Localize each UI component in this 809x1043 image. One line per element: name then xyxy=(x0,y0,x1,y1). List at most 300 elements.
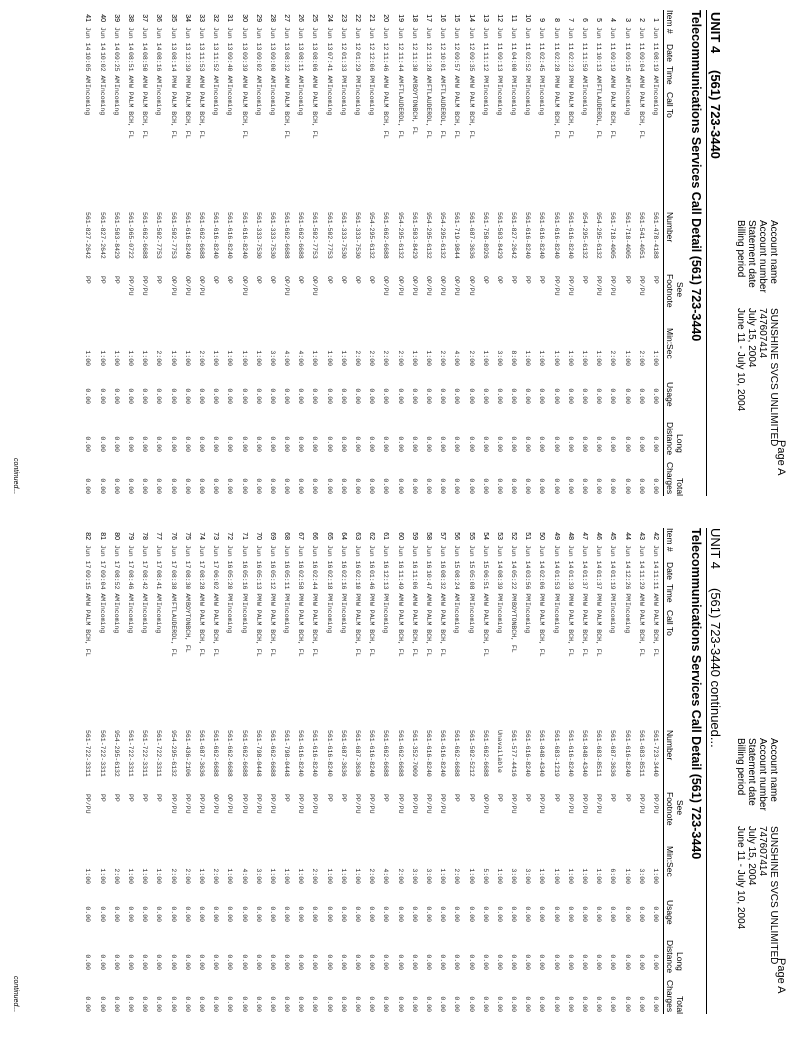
minsec-cell: 5:00 xyxy=(481,868,489,884)
item-cell: 31 xyxy=(226,14,234,22)
minsec-cell: 2:00 xyxy=(169,868,177,884)
call-to-cell: Incoming xyxy=(240,602,248,634)
table-row xyxy=(604,10,618,496)
long-distance-cell: 0.00 xyxy=(226,954,234,970)
usage-cell: 0.00 xyxy=(368,388,376,404)
table-row xyxy=(164,528,178,1014)
footnote-cell: OP/PU xyxy=(396,276,404,296)
number-cell: 561-616-8240 xyxy=(524,730,532,777)
usage-cell: 0.00 xyxy=(453,906,461,922)
date-cell: Jun 14 xyxy=(84,27,92,51)
item-cell: 68 xyxy=(283,532,291,540)
table-row xyxy=(533,10,547,496)
usage-cell: 0.00 xyxy=(155,906,163,922)
long-distance-cell: 0.00 xyxy=(268,954,276,970)
date-cell: Jun 17 xyxy=(98,545,106,569)
number-cell: 561-333-7530 xyxy=(354,212,362,259)
total-charges-cell: 0.00 xyxy=(212,478,220,494)
usage-cell: 0.00 xyxy=(581,388,589,404)
long-distance-cell: 0.00 xyxy=(112,954,120,970)
number-cell: 561-662-6688 xyxy=(396,730,404,777)
table-row xyxy=(434,528,448,1014)
long-distance-cell: 0.00 xyxy=(467,954,475,970)
minsec-cell: 1:00 xyxy=(240,350,248,366)
total-charges-cell: 0.00 xyxy=(127,478,135,494)
table-row xyxy=(363,10,377,496)
long-distance-cell: 0.00 xyxy=(425,436,432,452)
long-distance-cell: 0.00 xyxy=(240,436,248,452)
minsec-cell: 2:00 xyxy=(198,350,205,366)
date-cell: Jun 17 xyxy=(169,545,177,569)
table-row xyxy=(235,528,249,1014)
total-charges-cell: 0.00 xyxy=(339,996,347,1012)
table-row xyxy=(420,528,434,1014)
minsec-cell: 1:00 xyxy=(652,868,659,884)
number-cell: 561-722-3311 xyxy=(98,730,106,777)
total-charges-cell: 0.00 xyxy=(425,996,432,1012)
long-distance-cell: 0.00 xyxy=(453,436,461,452)
footnote-cell: PP/PU xyxy=(354,794,362,814)
item-cell: 80 xyxy=(112,532,120,540)
unit-label: UNIT 4 xyxy=(708,528,723,569)
table-row xyxy=(94,528,108,1014)
item-cell: 76 xyxy=(169,532,177,540)
minsec-cell: 1:00 xyxy=(595,868,603,884)
number-cell: 561-827-2642 xyxy=(84,212,92,259)
time-cell: 04:00 PM xyxy=(510,52,518,84)
long-distance-cell: 0.00 xyxy=(297,436,305,452)
usage-cell: 0.00 xyxy=(495,906,503,922)
call-to-cell: Incoming xyxy=(609,602,617,634)
footnote-cell: PP/PU xyxy=(566,794,574,814)
time-cell: 06:51 AM xyxy=(481,570,489,602)
footnote-cell: PP xyxy=(623,794,631,802)
time-cell: 11:53 AM xyxy=(198,52,205,84)
minsec-cell: 3:00 xyxy=(524,868,532,884)
col-see: See xyxy=(675,800,685,816)
time-cell: 02:58 PM xyxy=(297,570,305,602)
date-cell: Jun 16 xyxy=(339,545,347,569)
call-to-cell: Incoming xyxy=(510,84,518,116)
number-cell: 561-662-6688 xyxy=(141,212,149,259)
footnote-cell: PP xyxy=(382,794,390,802)
call-to-cell: W PALM BCH, FL xyxy=(183,84,191,139)
time-cell: 02:16 PM xyxy=(339,570,347,602)
usage-cell: 0.00 xyxy=(254,388,262,404)
total-charges-cell: 0.00 xyxy=(98,478,106,494)
total-charges-cell: 0.00 xyxy=(368,996,376,1012)
date-cell: Jun 17 xyxy=(112,545,120,569)
time-cell: 07:41 AM xyxy=(325,52,333,84)
footnote-cell: PP/PU xyxy=(368,794,376,814)
total-charges-cell: 0.00 xyxy=(183,478,191,494)
footnote-cell: OP/PU xyxy=(311,276,319,296)
total-charges-cell: 0.00 xyxy=(382,478,390,494)
long-distance-cell: 0.00 xyxy=(283,954,291,970)
table-row xyxy=(122,10,136,496)
table-row xyxy=(576,528,590,1014)
minsec-cell: 3:00 xyxy=(268,350,276,366)
page-label: Page A xyxy=(775,440,787,476)
date-cell: Jun 17 xyxy=(141,545,149,569)
minsec-cell: 8:00 xyxy=(510,350,518,366)
col-minsec: Min:Sec xyxy=(665,328,675,359)
long-distance-cell: 0.00 xyxy=(495,436,503,452)
usage-cell: 0.00 xyxy=(538,906,546,922)
minsec-cell: 1:00 xyxy=(226,350,234,366)
footnote-cell: PP/PU xyxy=(595,794,603,814)
total-charges-cell: 0.00 xyxy=(198,996,205,1012)
table-row xyxy=(548,10,562,496)
long-distance-cell: 0.00 xyxy=(439,954,447,970)
time-cell: 08:42 AM xyxy=(141,570,149,602)
footnote-cell: OP xyxy=(481,276,489,284)
long-distance-cell: 0.00 xyxy=(623,954,631,970)
minsec-cell: 2:00 xyxy=(368,868,376,884)
call-to-cell: Incoming xyxy=(552,602,560,634)
call-to-cell: Incoming xyxy=(112,84,120,116)
total-charges-cell: 0.00 xyxy=(425,478,432,494)
footnote-cell: OP/PU xyxy=(382,276,390,296)
table-row xyxy=(278,10,292,496)
item-cell: 51 xyxy=(524,532,532,540)
long-distance-cell: 0.00 xyxy=(566,436,574,452)
usage-cell: 0.00 xyxy=(112,388,120,404)
date-cell: Jun 17 xyxy=(127,545,135,569)
date-cell: Jun 16 xyxy=(368,545,376,569)
billing-period-label: Billing period xyxy=(735,738,746,796)
table-row xyxy=(576,10,590,496)
footnote-cell: PP xyxy=(467,794,475,802)
footnote-cell: OP/PU xyxy=(410,276,418,296)
date-cell: Jun 16 xyxy=(297,545,305,569)
total-charges-cell: 0.00 xyxy=(311,996,319,1012)
long-distance-cell: 0.00 xyxy=(183,436,191,452)
table-row xyxy=(321,10,335,496)
account-number-label: Account number xyxy=(757,220,768,293)
footnote-cell: OP xyxy=(226,276,234,284)
item-cell: 14 xyxy=(467,14,475,22)
col-usage: Usage xyxy=(665,382,675,407)
call-to-cell: W PALM BCH, FL xyxy=(637,602,645,657)
number-cell: 561-683-1219 xyxy=(552,730,560,777)
long-distance-cell: 0.00 xyxy=(495,954,503,970)
col-call-to: Call To xyxy=(665,92,675,118)
footnote-cell: PP xyxy=(112,276,120,284)
item-cell: 70 xyxy=(254,532,262,540)
number-cell: 561-333-7530 xyxy=(339,212,347,259)
col-distance: Distance xyxy=(665,940,675,974)
unit-label: UNIT 4 xyxy=(708,12,723,54)
total-charges-cell: 0.00 xyxy=(609,996,617,1012)
minsec-cell: 1:00 xyxy=(581,868,589,884)
time-cell: 11:11 AM xyxy=(652,570,659,602)
number-cell: 561-687-3636 xyxy=(609,730,617,777)
unit-heading xyxy=(706,528,723,1014)
footnote-cell: OP xyxy=(354,276,362,284)
time-cell: 02:28 PM xyxy=(552,52,560,84)
time-cell: 02:06 PM xyxy=(538,570,546,602)
table-row xyxy=(363,528,377,1014)
number-cell: 561-687-3636 xyxy=(198,730,205,777)
number-cell: 561-687-3636 xyxy=(354,730,362,777)
date-cell: Jun 14 xyxy=(141,27,149,51)
table-row xyxy=(647,10,661,496)
usage-cell: 0.00 xyxy=(566,906,574,922)
long-distance-cell: 0.00 xyxy=(637,954,645,970)
usage-cell: 0.00 xyxy=(652,906,659,922)
date-cell: Jun 16 xyxy=(382,545,390,569)
table-row xyxy=(335,10,349,496)
call-to-cell: W PALM BCH, FL xyxy=(652,602,659,657)
total-charges-cell: 0.00 xyxy=(566,478,574,494)
account-name-label: Account name xyxy=(768,738,779,802)
footnote-cell: PP xyxy=(155,276,163,284)
minsec-cell: 3:00 xyxy=(495,350,503,366)
usage-cell: 0.00 xyxy=(198,388,205,404)
call-to-cell: Incoming xyxy=(339,602,347,634)
item-cell: 6 xyxy=(581,18,589,22)
item-cell: 18 xyxy=(410,14,418,22)
total-charges-cell: 0.00 xyxy=(226,996,234,1012)
time-cell: 02:10 PM xyxy=(354,570,362,602)
minsec-cell: 2:00 xyxy=(637,350,645,366)
number-cell: 561-616-8240 xyxy=(368,730,376,777)
time-cell: 09:04 AM xyxy=(637,52,645,84)
time-cell: 01:19 PM xyxy=(609,570,617,602)
table-row xyxy=(647,528,661,1014)
call-to-cell: Incoming xyxy=(623,84,631,116)
date-cell: Jun 13 xyxy=(283,27,291,51)
table-row xyxy=(633,10,647,496)
usage-cell: 0.00 xyxy=(439,388,447,404)
long-distance-cell: 0.00 xyxy=(212,436,220,452)
time-cell: 05:16 PM xyxy=(240,570,248,602)
table-row xyxy=(590,10,604,496)
number-cell: 561-798-0448 xyxy=(283,730,291,777)
call-to-cell: W PALM BCH, FL xyxy=(637,84,645,139)
table-row xyxy=(179,528,193,1014)
usage-cell: 0.00 xyxy=(240,388,248,404)
number-cell: 561-616-8240 xyxy=(183,212,191,259)
table-row xyxy=(306,10,320,496)
long-distance-cell: 0.00 xyxy=(212,954,220,970)
time-cell: 08:39 PM xyxy=(495,570,503,602)
usage-cell: 0.00 xyxy=(425,906,432,922)
time-cell: 11:59 AM xyxy=(581,52,589,84)
total-charges-cell: 0.00 xyxy=(453,478,461,494)
minsec-cell: 3:00 xyxy=(510,868,518,884)
call-to-cell: W PALM BCH, FL xyxy=(254,602,262,657)
footnote-cell: PP/PU xyxy=(538,794,546,814)
item-cell: 69 xyxy=(268,532,276,540)
item-cell: 22 xyxy=(354,14,362,22)
item-cell: 33 xyxy=(198,14,205,22)
usage-cell: 0.00 xyxy=(368,906,376,922)
item-cell: 73 xyxy=(212,532,220,540)
call-to-cell: Incoming xyxy=(325,602,333,634)
date-cell: Jun 16 xyxy=(410,545,418,569)
number-cell: 954-295-6132 xyxy=(396,212,404,259)
account-number-value: 747607414 xyxy=(757,826,768,877)
time-cell: 01:37 PM xyxy=(581,570,589,602)
call-to-cell: W PALM BCH, FL xyxy=(198,84,205,139)
number-cell: 561-616-8240 xyxy=(623,730,631,777)
col-long: Long xyxy=(675,434,685,453)
long-distance-cell: 0.00 xyxy=(581,436,589,452)
number-cell: 954-295-6132 xyxy=(439,212,447,259)
table-row xyxy=(79,10,93,496)
footnote-cell: PP xyxy=(623,276,631,284)
call-to-cell: W PALM BCH, FL xyxy=(609,84,617,139)
long-distance-cell: 0.00 xyxy=(609,436,617,452)
long-distance-cell: 0.00 xyxy=(481,436,489,452)
total-charges-cell: 0.00 xyxy=(339,478,347,494)
item-cell: 12 xyxy=(495,14,503,22)
footnote-cell: PP xyxy=(495,794,503,802)
minsec-cell: 3:00 xyxy=(425,868,432,884)
call-to-cell: W PALM BCH, FL xyxy=(297,602,305,657)
table-row xyxy=(604,528,618,1014)
long-distance-cell: 0.00 xyxy=(141,954,149,970)
total-charges-cell: 0.00 xyxy=(495,996,503,1012)
minsec-cell: 1:00 xyxy=(538,350,546,366)
usage-cell: 0.00 xyxy=(481,906,489,922)
usage-cell: 0.00 xyxy=(581,906,589,922)
total-charges-cell: 0.00 xyxy=(84,478,92,494)
total-charges-cell: 0.00 xyxy=(652,996,659,1012)
usage-cell: 0.00 xyxy=(183,388,191,404)
number-cell: 561-848-4340 xyxy=(581,730,589,777)
minsec-cell: 1:00 xyxy=(623,350,631,366)
total-charges-cell: 0.00 xyxy=(297,996,305,1012)
table-row xyxy=(108,10,122,496)
col-footnote: Footnote xyxy=(665,792,675,826)
table-row xyxy=(94,10,108,496)
long-distance-cell: 0.00 xyxy=(524,436,532,452)
time-cell: 01:37 PM xyxy=(595,570,603,602)
footnote-cell: OP/PU xyxy=(453,276,461,296)
long-distance-cell: 0.00 xyxy=(425,954,432,970)
footnote-cell: PP xyxy=(141,794,149,802)
minsec-cell: 1:00 xyxy=(226,868,234,884)
call-to-cell: FTLAUDERDL, FL xyxy=(396,84,404,139)
long-distance-cell: 0.00 xyxy=(382,436,390,452)
usage-cell: 0.00 xyxy=(127,388,135,404)
time-cell: 08:11 AM xyxy=(297,52,305,84)
time-cell: 09:35 AM xyxy=(467,52,475,84)
usage-cell: 0.00 xyxy=(169,906,177,922)
minsec-cell: 2:00 xyxy=(183,868,191,884)
call-to-cell: Incoming xyxy=(652,84,659,116)
table-row xyxy=(321,528,335,1014)
table-row xyxy=(491,528,505,1014)
usage-cell: 0.00 xyxy=(524,906,532,922)
total-charges-cell: 0.00 xyxy=(382,996,390,1012)
usage-cell: 0.00 xyxy=(283,906,291,922)
item-cell: 29 xyxy=(254,14,262,22)
minsec-cell: 2:00 xyxy=(354,350,362,366)
long-distance-cell: 0.00 xyxy=(439,436,447,452)
long-distance-cell: 0.00 xyxy=(339,436,347,452)
total-charges-cell: 0.00 xyxy=(439,478,447,494)
total-charges-cell: 0.00 xyxy=(84,996,92,1012)
time-cell: 08:32 AM xyxy=(283,52,291,84)
number-cell: 561-503-8429 xyxy=(410,212,418,259)
usage-cell: 0.00 xyxy=(410,388,418,404)
table-row xyxy=(278,528,292,1014)
time-cell: 08:32 AM xyxy=(439,570,447,602)
time-cell: 08:06 AM xyxy=(311,52,319,84)
number-cell: 561-827-2642 xyxy=(98,212,106,259)
date-cell: Jun 11 xyxy=(495,27,503,51)
item-cell: 40 xyxy=(98,14,106,22)
time-cell: 11:06 AM xyxy=(410,570,418,602)
footnote-cell: PP/PU xyxy=(410,794,418,814)
minsec-cell: 1:00 xyxy=(183,350,191,366)
footnote-cell: OP xyxy=(368,276,376,284)
date-cell: Jun 12 xyxy=(439,27,447,51)
minsec-cell: 6:00 xyxy=(609,868,617,884)
statement-page-left xyxy=(0,10,809,516)
call-to-cell: Incoming xyxy=(112,602,120,634)
call-to-cell: Incoming xyxy=(581,84,589,116)
date-cell: Jun 11 xyxy=(595,27,603,51)
usage-cell: 0.00 xyxy=(623,388,631,404)
footnote-cell: PP xyxy=(112,794,120,802)
usage-cell: 0.00 xyxy=(198,906,205,922)
total-charges-cell: 0.00 xyxy=(453,996,461,1012)
item-cell: 63 xyxy=(354,532,362,540)
usage-cell: 0.00 xyxy=(510,388,518,404)
number-cell: 561-662-6688 xyxy=(198,212,205,259)
long-distance-cell: 0.00 xyxy=(467,436,475,452)
minsec-cell: 1:00 xyxy=(481,350,489,366)
call-to-cell: W PALM BCH, FL xyxy=(212,602,220,657)
time-cell: 02:44 PM xyxy=(311,570,319,602)
long-distance-cell: 0.00 xyxy=(198,954,205,970)
call-detail-rows xyxy=(79,528,661,1014)
call-to-cell: BOYTONBCH, FL xyxy=(183,602,191,653)
usage-cell: 0.00 xyxy=(609,388,617,404)
long-distance-cell: 0.00 xyxy=(183,954,191,970)
date-cell: Jun 13 xyxy=(268,27,276,51)
number-cell: 561-616-8240 xyxy=(212,212,220,259)
item-cell: 46 xyxy=(595,532,603,540)
date-cell: Jun 11 xyxy=(552,27,560,51)
time-cell: 10:47 AM xyxy=(425,570,432,602)
number-cell: 561-616-8240 xyxy=(552,212,560,259)
item-cell: 38 xyxy=(127,14,135,22)
long-distance-cell: 0.00 xyxy=(552,954,560,970)
footnote-cell: PP/PU xyxy=(198,794,205,814)
footnote-cell: PP xyxy=(283,794,291,802)
total-charges-cell: 0.00 xyxy=(268,996,276,1012)
long-distance-cell: 0.00 xyxy=(127,954,135,970)
table-row xyxy=(306,528,320,1014)
number-cell: 561-758-8926 xyxy=(481,212,489,259)
number-cell: 561-503-8429 xyxy=(495,212,503,259)
number-cell: 561-662-6688 xyxy=(240,730,248,777)
number-cell: Unavailable xyxy=(495,730,503,773)
date-cell: Jun 11 xyxy=(609,27,617,51)
item-cell: 49 xyxy=(552,532,560,540)
total-charges-cell: 0.00 xyxy=(141,478,149,494)
number-cell: 954-295-6132 xyxy=(368,212,376,259)
footnote-cell: OP xyxy=(325,276,333,284)
minsec-cell: 1:00 xyxy=(127,350,135,366)
number-cell: 954-295-6132 xyxy=(112,730,120,777)
